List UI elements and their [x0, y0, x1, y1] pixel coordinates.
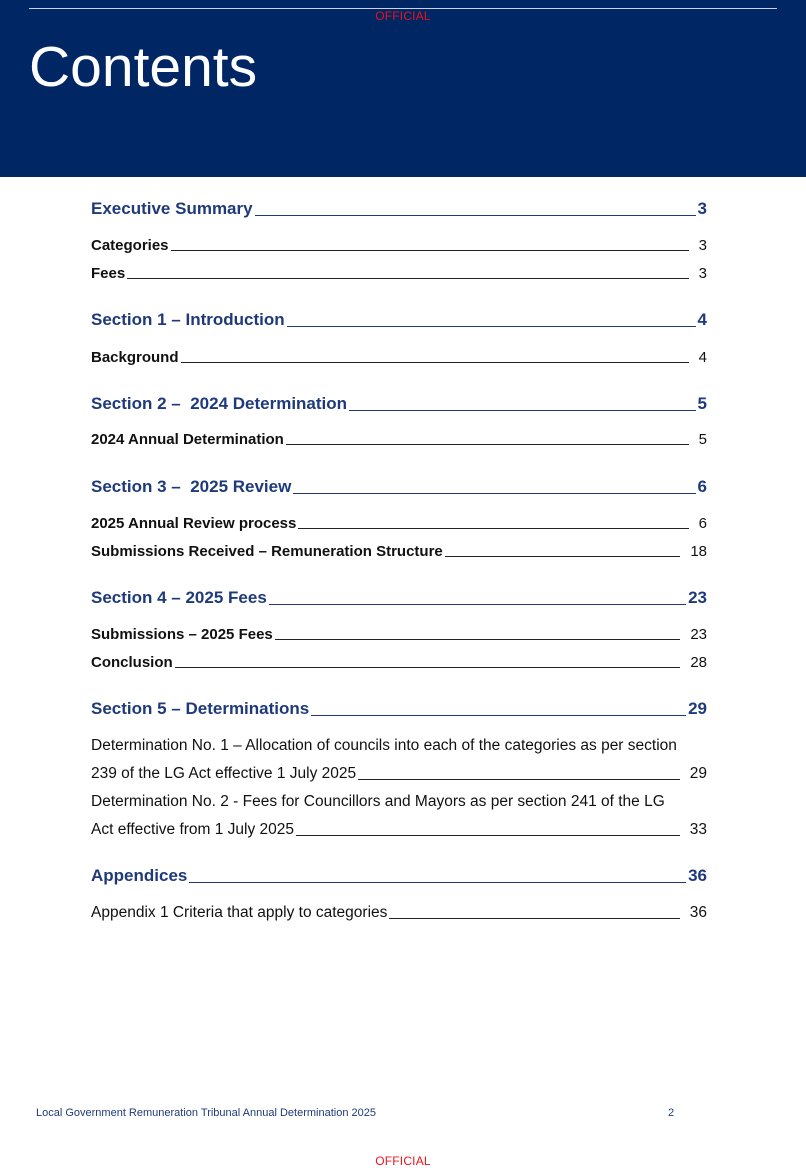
toc-entry-page: 28	[690, 654, 707, 671]
dot-leader	[275, 639, 681, 640]
toc-entry-label: 2024 Annual Determination	[91, 431, 284, 448]
toc-entry-label: 239 of the LG Act effective 1 July 2025	[91, 765, 357, 782]
toc-entry-label: Section 2 – 2024 Determination	[91, 394, 348, 413]
toc-entry-conclusion[interactable]	[91, 654, 707, 671]
toc-entry-label: Fees	[91, 265, 126, 282]
toc-entry-page: 29	[688, 699, 707, 718]
dot-leader	[389, 918, 679, 919]
toc-entry-section-4[interactable]	[91, 588, 707, 608]
footer-page-number: 2	[668, 1107, 675, 1119]
toc-entry-page: 36	[688, 866, 707, 885]
dot-leader	[286, 444, 689, 445]
toc-entry-executive-summary[interactable]	[91, 199, 707, 219]
dot-leader	[269, 604, 686, 605]
page-title: Contents	[29, 35, 258, 99]
toc-entry-determination-1-line-1[interactable]: Determination No. 1 – Allocation of councils into each of the categories as per section	[91, 737, 677, 754]
toc-entry-page: 4	[697, 310, 707, 329]
toc-entry-section-2[interactable]	[91, 394, 707, 414]
toc-entry-appendices[interactable]	[91, 866, 707, 886]
toc-entry-page: 6	[697, 477, 707, 496]
toc-entry-label: 2025 Annual Review process	[91, 515, 297, 532]
dot-leader	[189, 882, 686, 883]
toc-entry-label: Submissions Received – Remuneration Structure	[91, 543, 443, 560]
toc-entry-page: 3	[698, 265, 707, 282]
dot-leader	[255, 215, 696, 216]
toc-entry-label: Act effective from 1 July 2025	[91, 821, 295, 838]
toc-entry-page: 18	[690, 543, 707, 560]
toc-entry-page: 3	[697, 199, 707, 218]
dot-leader	[296, 835, 680, 836]
toc-entry-2025-annual-review-process[interactable]	[91, 515, 707, 532]
dot-leader	[287, 326, 696, 327]
dot-leader	[311, 715, 686, 716]
classification-label-top: OFFICIAL	[375, 9, 431, 23]
toc-entry-2024-annual-determination[interactable]	[91, 431, 707, 448]
dot-leader	[175, 667, 681, 668]
toc-entry-section-1[interactable]	[91, 310, 707, 330]
toc-entry-submissions-remuneration-structure[interactable]	[91, 543, 707, 560]
toc-entry-background[interactable]	[91, 349, 707, 366]
toc-entry-page: 29	[689, 765, 707, 782]
dot-leader	[349, 410, 695, 411]
classification-label-bottom: OFFICIAL	[375, 1154, 431, 1168]
toc-entry-section-5[interactable]	[91, 699, 707, 719]
toc-entry-page: 23	[688, 588, 707, 607]
toc-entry-label: Categories	[91, 237, 169, 254]
dot-leader	[293, 493, 695, 494]
dot-leader	[127, 278, 688, 279]
toc-entry-page: 5	[698, 431, 707, 448]
toc-entry-categories[interactable]	[91, 237, 707, 254]
toc-entry-page: 5	[697, 394, 707, 413]
toc-entry-determination-2-line-1[interactable]: Determination No. 2 - Fees for Councillors and Mayors as per section 241 of the LG	[91, 793, 665, 810]
toc-entry-label: Submissions – 2025 Fees	[91, 626, 273, 643]
toc-entry-determination-2[interactable]	[91, 821, 707, 839]
toc-entry-page: 4	[698, 349, 707, 366]
dot-leader	[358, 779, 680, 780]
toc-entry-fees[interactable]	[91, 265, 707, 282]
dot-leader	[171, 250, 689, 251]
toc-entry-appendix-1[interactable]	[91, 904, 707, 922]
toc-entry-page: 6	[698, 515, 707, 532]
toc-entry-label: Conclusion	[91, 654, 173, 671]
dot-leader	[445, 556, 681, 557]
dot-leader	[181, 362, 689, 363]
toc-entry-page: 23	[690, 626, 707, 643]
toc-entry-determination-1[interactable]	[91, 765, 707, 783]
toc-entry-page: 36	[689, 904, 707, 921]
toc-entry-label: Appendix 1 Criteria that apply to categories	[91, 904, 388, 921]
toc-entry-section-3[interactable]	[91, 477, 707, 497]
toc-entry-page: 3	[698, 237, 707, 254]
toc-entry-label: Section 1 – Introduction	[91, 310, 285, 329]
toc-entry-label: Section 4 – 2025 Fees	[91, 588, 267, 607]
toc-entry-label: Section 5 – Determinations	[91, 699, 310, 718]
toc-entry-label: Executive Summary	[91, 199, 253, 218]
toc-entry-label: Appendices	[91, 866, 188, 885]
footer-document-title: Local Government Remuneration Tribunal Annual Determination 2025	[36, 1107, 376, 1119]
toc-entry-label: Background	[91, 349, 179, 366]
toc-entry-label: Section 3 – 2025 Review	[91, 477, 292, 496]
toc-entry-submissions-2025-fees[interactable]	[91, 626, 707, 643]
dot-leader	[298, 528, 688, 529]
toc-entry-page: 33	[689, 821, 707, 838]
